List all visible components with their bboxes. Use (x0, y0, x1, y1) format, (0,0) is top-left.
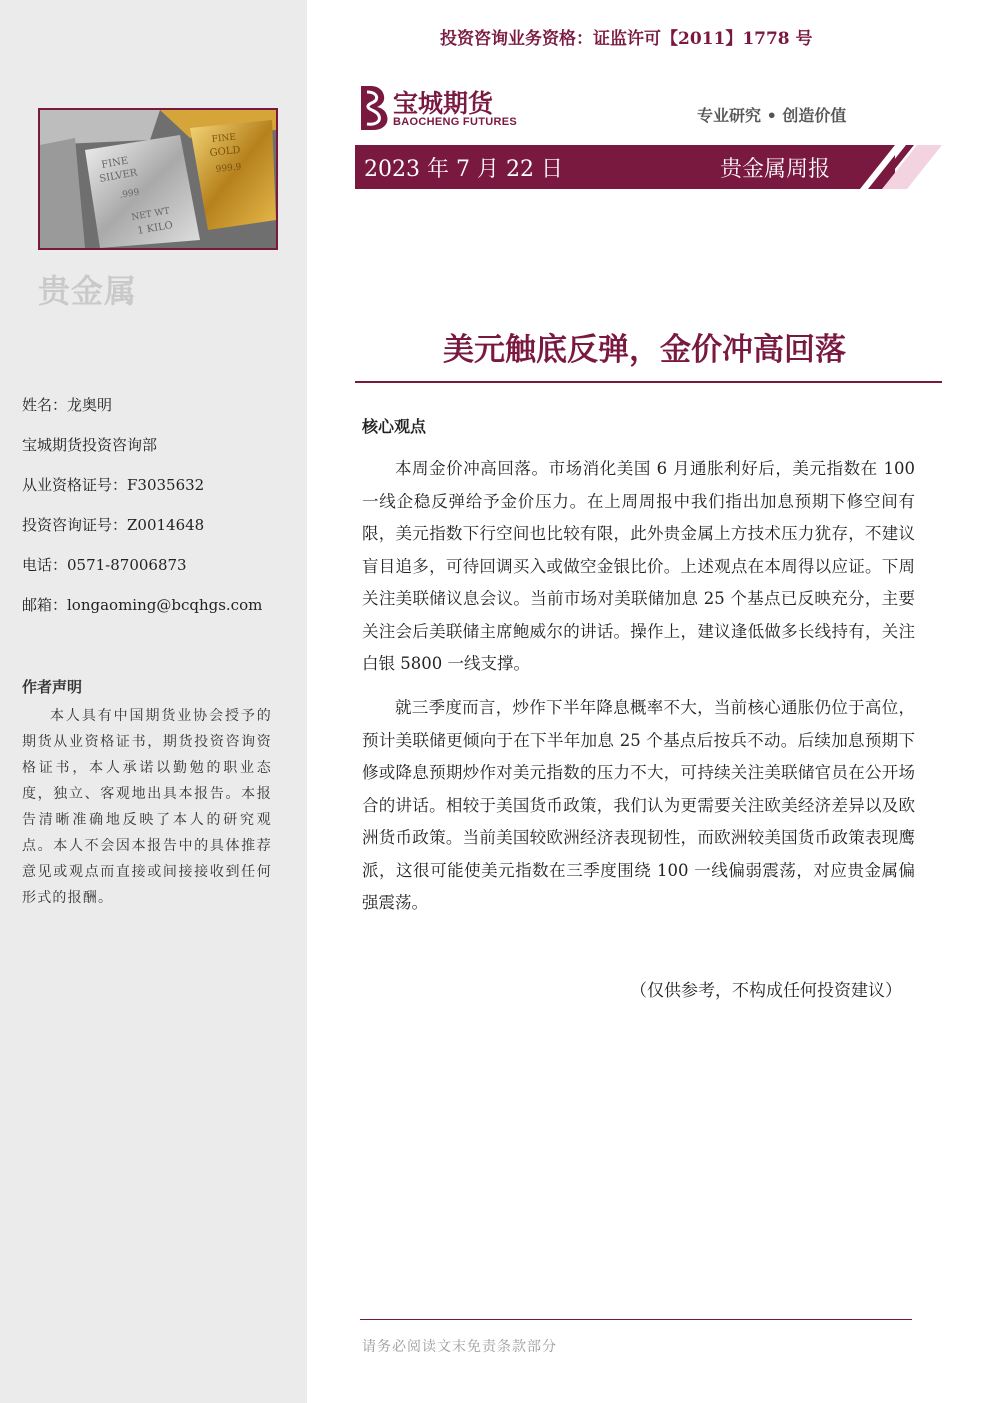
author-name: 姓名：龙奥明 (22, 396, 113, 414)
bar-label: FINE (100, 155, 130, 171)
bar-label: GOLD (209, 144, 242, 159)
footer-divider (360, 1319, 912, 1320)
headline-divider (355, 381, 942, 383)
brand-name-cn: 宝城期货 (393, 89, 494, 118)
author-email: 邮箱：longaoming@bcqhgs.com (22, 596, 263, 614)
logo-mark-icon (357, 84, 391, 132)
author-department: 宝城期货投资咨询部 (22, 436, 158, 454)
author-phone: 电话：0571-87006873 (22, 556, 187, 574)
report-date: 2023 年 7 月 22 日 (364, 157, 563, 182)
paragraph: 本周金价冲高回落。市场消化美国 6 月通胀利好后，美元指数在 100 一线企稳反弹给予金价压力。在上周周报中我们指出加息预期下修空间有限，美元指数下行空间也比较有限，此外贵金属上方技术压力犹存，不建议盲目追多，可待回调买入或做空金银比价。上述观点在本周得以应证。下周关注美联储议息会议。当前市场对美联储加息 25 个基点已反映充分，主要关注会后美联储主席鲍威尔的讲话。操作上，建议逢低做多长线持有，关注白银 5800 一线支撑。 (362, 459, 915, 673)
sidebar (0, 0, 307, 1403)
bar-label: NET WT (130, 206, 171, 223)
bar-label: 1 KILO (136, 219, 174, 237)
consulting-number: 投资咨询证号：Z0014648 (22, 516, 205, 534)
report-type: 贵金属周报 (720, 157, 831, 182)
brand-name-en: BAOCHENG FUTURES (393, 116, 517, 128)
footer-note: 请务必阅读文末免责条款部分 (362, 1339, 557, 1355)
slogan: 专业研究 • 创造价值 (697, 106, 847, 125)
author-info (22, 394, 262, 634)
headline: 美元触底反弹，金价冲高回落 (443, 332, 846, 368)
declaration-title: 作者声明 (22, 678, 83, 696)
declaration-body: 本人具有中国期货业协会授予的期货从业资格证书，期货投资咨询资格证书，本人承诺以勤勉的职业态度，独立、客观地出具本报告。本报告清晰准确地反映了本人的研究观点。本人不会因本报告中的具体推荐意见或观点而直接或间接接收到任何形式的报酬。 (22, 708, 272, 906)
bar-label: .999 (118, 187, 141, 201)
license-statement: 投资咨询业务资格：证监许可【2011】1778 号 (440, 29, 813, 49)
stripe-decoration-icon (860, 145, 942, 189)
disclaimer: （仅供参考，不构成任何投资建议） (630, 981, 902, 1001)
bar-label: 999.9 (215, 162, 242, 175)
section-title: 核心观点 (362, 417, 427, 436)
company-logo (357, 84, 537, 134)
bar-label: FINE (211, 132, 237, 145)
bar-label: SILVER (98, 167, 139, 185)
bullion-illustration (40, 110, 276, 248)
author-declaration (22, 676, 272, 911)
category-label: 贵金属 (38, 272, 138, 310)
gold-silver-bars-photo (38, 108, 278, 250)
qualification-number: 从业资格证号：F3035632 (22, 476, 205, 494)
paragraph: 就三季度而言，炒作下半年降息概率不大，当前核心通胀仍位于高位，预计美联储更倾向于在下半年加息 25 个基点后按兵不动。后续加息预期下修或降息预期炒作对美元指数的压力不大，可持续关注美联储官员在公开场合的讲话。相较于美国货币政策，我们认为更需要关注欧美经济差异以及欧洲货币政策。当前美国较欧洲经济表现韧性，而欧洲较美国货币政策表现鹰派，这很可能使美元指数在三季度围绕 100 一线偏弱震荡，对应贵金属偏强震荡。 (362, 698, 915, 912)
